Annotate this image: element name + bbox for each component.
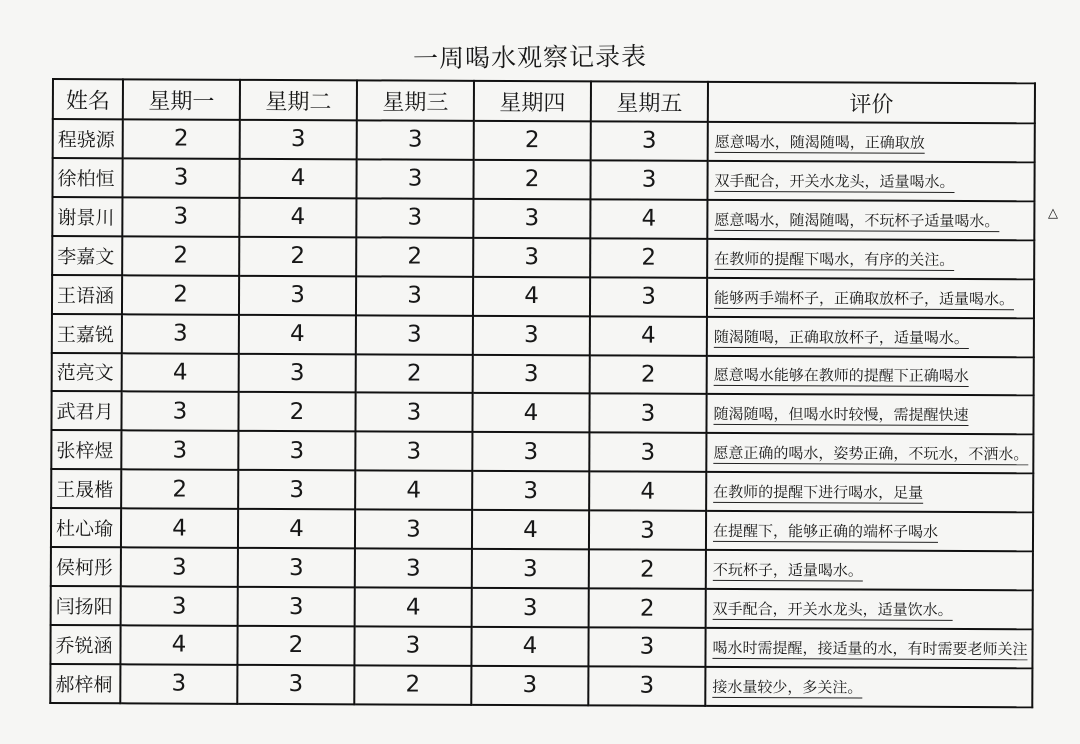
score-cell: 3 xyxy=(238,470,355,509)
column-header: 星期二 xyxy=(240,80,357,121)
student-name: 侯柯彤 xyxy=(51,547,121,586)
score-cell: 3 xyxy=(591,121,708,160)
score-cell: 3 xyxy=(472,549,589,588)
column-header: 姓名 xyxy=(53,79,123,119)
score-cell: 3 xyxy=(240,120,357,159)
score-cell: 3 xyxy=(354,626,471,665)
comment-cell xyxy=(707,239,1034,279)
page-title: 一周喝水观察记录表 xyxy=(412,41,648,74)
score-cell: 2 xyxy=(123,119,240,158)
score-cell: 3 xyxy=(121,392,238,431)
score-cell: 4 xyxy=(239,314,356,353)
score-cell: 3 xyxy=(356,159,473,198)
score-cell: 2 xyxy=(474,121,591,160)
student-name: 程骁源 xyxy=(53,119,123,158)
table-row xyxy=(50,664,1032,707)
score-cell: 3 xyxy=(120,664,237,704)
score-cell: 2 xyxy=(354,665,471,705)
score-cell: 3 xyxy=(357,120,474,159)
score-cell: 4 xyxy=(471,627,588,666)
score-cell: 3 xyxy=(238,431,355,470)
score-cell: 2 xyxy=(473,160,590,199)
column-header: 评价 xyxy=(708,82,1035,123)
score-cell: 3 xyxy=(355,510,472,549)
table-row xyxy=(51,469,1033,512)
score-cell: 3 xyxy=(122,158,239,197)
table-row xyxy=(51,547,1033,590)
score-cell: 4 xyxy=(355,471,472,510)
score-cell: 4 xyxy=(120,625,237,664)
table-row xyxy=(52,197,1034,240)
score-cell: 3 xyxy=(473,354,590,393)
score-cell: 2 xyxy=(237,626,354,665)
score-cell: 4 xyxy=(472,393,589,432)
score-cell: 2 xyxy=(238,392,355,431)
comment-text: 愿意喝水，随渴随喝，正确取放 xyxy=(714,132,925,152)
score-cell: 3 xyxy=(239,353,356,392)
score-cell: 3 xyxy=(473,315,590,354)
table-row xyxy=(52,353,1034,396)
column-header: 星期四 xyxy=(474,81,591,122)
score-cell: 4 xyxy=(472,510,589,549)
student-name: 郝梓桐 xyxy=(50,664,120,703)
comment-text: 能够两手端杯子，正确取放杯子，适量喝水。 xyxy=(714,288,1015,308)
column-header: 星期五 xyxy=(591,81,708,122)
score-cell: 3 xyxy=(355,548,472,587)
score-cell: 4 xyxy=(590,316,707,355)
score-cell: 4 xyxy=(238,509,355,548)
triangle-mark-icon: △ xyxy=(1048,206,1058,221)
score-cell: 4 xyxy=(239,159,356,198)
score-cell: 3 xyxy=(355,432,472,471)
score-cell: 3 xyxy=(122,314,239,353)
comment-cell xyxy=(707,278,1034,318)
student-name: 王嘉锐 xyxy=(52,314,122,353)
score-cell: 2 xyxy=(590,238,707,277)
score-cell: 3 xyxy=(121,431,238,470)
table-row xyxy=(52,275,1034,318)
score-cell: 3 xyxy=(356,276,473,315)
comment-cell xyxy=(705,628,1032,668)
score-cell: 3 xyxy=(121,586,238,625)
student-name: 徐柏恒 xyxy=(52,158,122,197)
score-cell: 3 xyxy=(588,666,705,706)
student-name: 乔锐涵 xyxy=(50,625,120,664)
score-cell: 2 xyxy=(356,237,473,276)
comment-cell xyxy=(706,472,1033,512)
student-name: 范亮文 xyxy=(52,353,122,392)
student-name: 谢景川 xyxy=(52,197,122,236)
table-row xyxy=(52,314,1034,357)
student-name: 李嘉文 xyxy=(52,236,122,275)
comment-text: 双手配合，开关水龙头，适量喝水。 xyxy=(714,171,955,191)
score-cell: 3 xyxy=(237,665,354,705)
score-cell: 3 xyxy=(473,238,590,277)
comment-cell xyxy=(706,550,1033,590)
table-row xyxy=(50,625,1032,668)
score-cell: 3 xyxy=(472,471,589,510)
comment-cell xyxy=(706,433,1033,473)
table-header-row xyxy=(53,79,1035,123)
score-cell: 3 xyxy=(590,277,707,316)
score-cell: 3 xyxy=(472,588,589,627)
table-container xyxy=(52,78,1034,704)
comment-text: 喝水时需提醒，接适量的水，有时需要老师关注 xyxy=(712,638,1028,659)
score-cell: 4 xyxy=(473,277,590,316)
score-cell: 2 xyxy=(589,549,706,588)
comment-cell xyxy=(707,316,1034,356)
score-cell: 3 xyxy=(122,197,239,236)
score-cell: 2 xyxy=(356,354,473,393)
student-name: 王晟楷 xyxy=(51,469,121,508)
score-cell: 2 xyxy=(122,236,239,275)
student-name: 闫扬阳 xyxy=(51,586,121,625)
comment-text: 在教师的提醒下喝水，有序的关注。 xyxy=(714,249,955,269)
score-cell: 3 xyxy=(588,627,705,666)
table-row xyxy=(52,236,1034,279)
table-row xyxy=(52,158,1034,201)
score-cell: 4 xyxy=(239,198,356,237)
comment-text: 双手配合，开关水龙头，适量饮水。 xyxy=(712,599,953,619)
table-row xyxy=(51,430,1033,473)
score-cell: 3 xyxy=(239,276,356,315)
student-name: 王语涵 xyxy=(52,275,122,314)
comment-text: 随渴随喝，正确取放杯子，适量喝水。 xyxy=(713,327,969,347)
column-header: 星期一 xyxy=(123,79,240,120)
score-cell: 3 xyxy=(471,666,588,706)
comment-cell xyxy=(707,161,1034,201)
score-cell: 4 xyxy=(355,587,472,626)
comment-cell xyxy=(706,394,1033,434)
score-cell: 3 xyxy=(589,511,706,550)
table-row xyxy=(51,391,1033,434)
comment-text: 随渴随喝，但喝水时较慢，需提醒快速 xyxy=(713,405,969,425)
student-name: 张梓煜 xyxy=(51,430,121,469)
score-cell: 3 xyxy=(121,547,238,586)
comment-text: 接水量较少，多关注。 xyxy=(712,677,863,697)
score-cell: 4 xyxy=(590,199,707,238)
comment-text: 愿意喝水能够在教师的提醒下正确喝水 xyxy=(713,366,969,386)
score-cell: 2 xyxy=(239,237,356,276)
comment-cell xyxy=(707,200,1034,240)
table-row xyxy=(51,586,1033,629)
table-row xyxy=(51,508,1033,551)
score-cell: 2 xyxy=(122,275,239,314)
student-name: 杜心瑜 xyxy=(51,508,121,547)
score-cell: 4 xyxy=(589,472,706,511)
comment-cell xyxy=(705,667,1032,708)
score-cell: 3 xyxy=(590,160,707,199)
table-row xyxy=(53,119,1035,162)
comment-cell xyxy=(706,589,1033,629)
score-cell: 3 xyxy=(238,587,355,626)
score-cell: 2 xyxy=(589,588,706,627)
comment-cell xyxy=(706,511,1033,551)
water-drinking-table xyxy=(49,78,1036,708)
score-cell: 3 xyxy=(472,432,589,471)
score-cell: 3 xyxy=(356,315,473,354)
score-cell: 2 xyxy=(121,470,238,509)
score-cell: 4 xyxy=(121,509,238,548)
comment-text: 不玩杯子，适量喝水。 xyxy=(712,560,863,580)
score-cell: 3 xyxy=(473,199,590,238)
score-cell: 3 xyxy=(589,433,706,472)
score-cell: 2 xyxy=(590,355,707,394)
comment-cell xyxy=(708,122,1035,162)
column-header: 星期三 xyxy=(357,80,474,121)
student-name: 武君月 xyxy=(51,391,121,430)
score-cell: 3 xyxy=(356,198,473,237)
comment-text: 在提醒下，能够正确的端杯子喝水 xyxy=(712,522,939,542)
comment-text: 愿意喝水，随渴随喝，不玩杯子适量喝水。 xyxy=(714,210,1000,230)
comment-text: 愿意正确的喝水，姿势正确，不玩水，不洒水。 xyxy=(713,444,1029,464)
score-cell: 4 xyxy=(122,353,239,392)
comment-text: 在教师的提醒下进行喝水，足量 xyxy=(713,483,924,503)
score-cell: 3 xyxy=(589,394,706,433)
score-cell: 3 xyxy=(355,393,472,432)
comment-cell xyxy=(707,355,1034,395)
score-cell: 3 xyxy=(238,548,355,587)
